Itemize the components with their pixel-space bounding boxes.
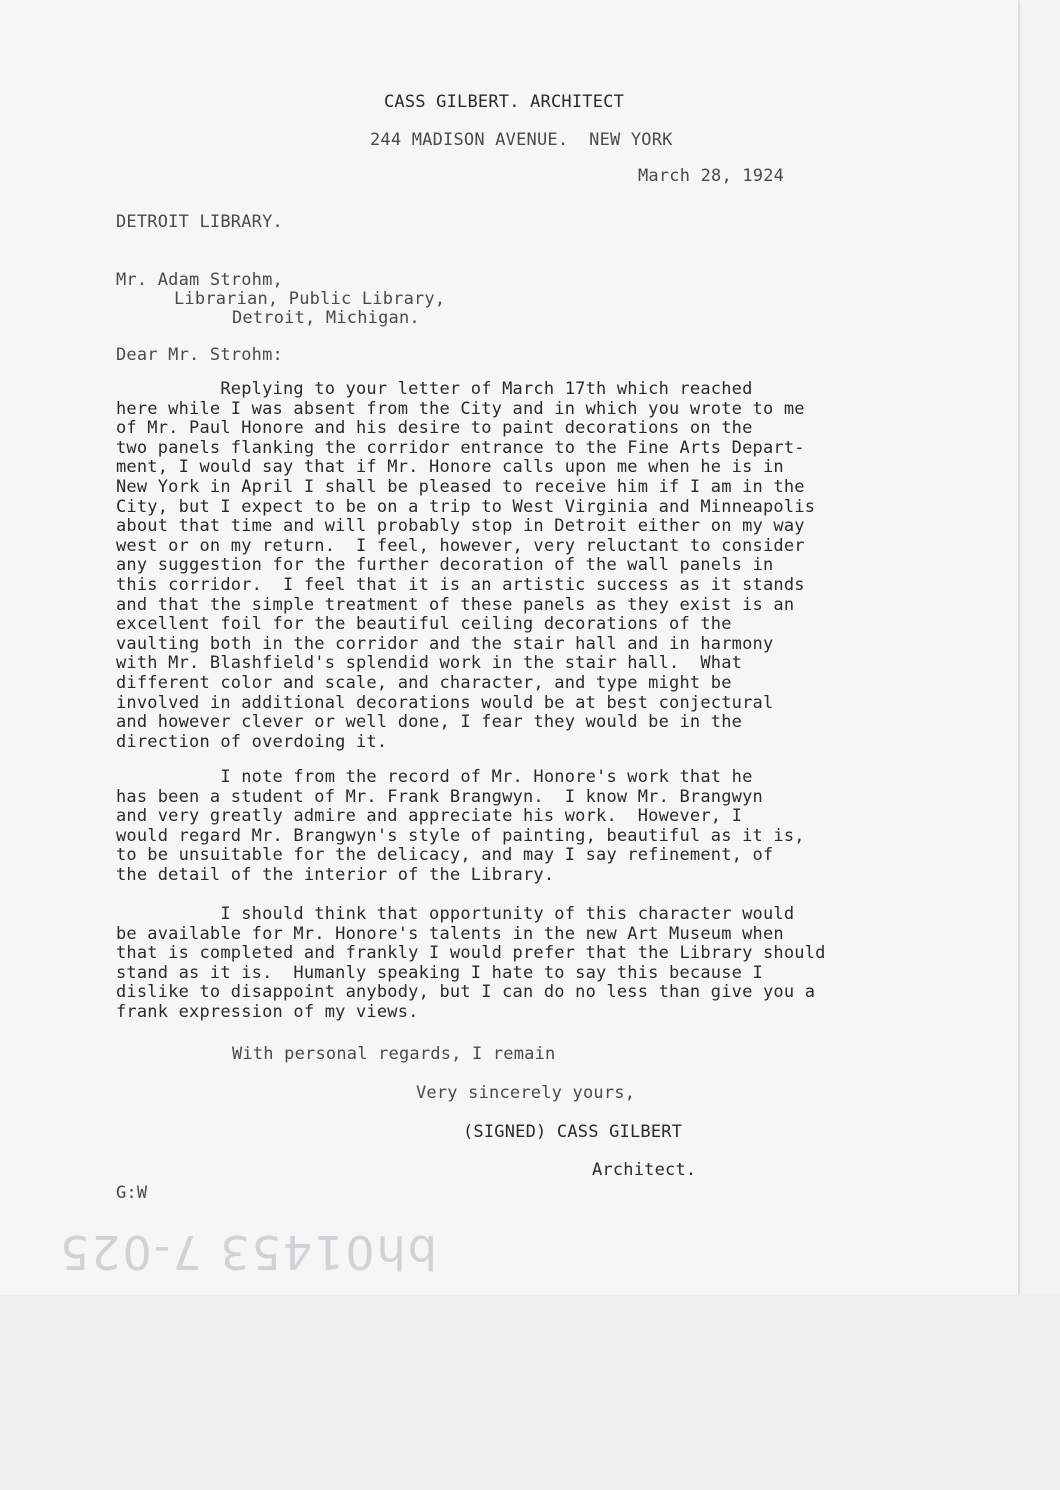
scan-background (0, 1295, 1060, 1490)
recipient-name: Mr. Adam Strohm, (116, 270, 283, 290)
letterhead-address: 244 MADISON AVENUE. NEW YORK (370, 130, 673, 150)
body-paragraph-3: I should think that opportunity of this character would be available for Mr. Honore's talents in the new Art Museum when that is completed and frankly I would prefer that the Library should stand as it is. Humanly speaking I hate to say this because I dislike to disappoint anybody, but I can do no less than give you a frank expression of my views. (116, 904, 826, 1022)
archive-pencil-mark: bh01453 7-025 (58, 1225, 437, 1279)
recipient-city: Detroit, Michigan. (232, 308, 420, 328)
signature: (SIGNED) CASS GILBERT (463, 1122, 683, 1142)
letter-subject: DETROIT LIBRARY. (116, 212, 283, 232)
typist-initials: G:W (116, 1183, 148, 1203)
signer-title: Architect. (592, 1160, 697, 1180)
body-paragraph-2: I note from the record of Mr. Honore's work that he has been a student of Mr. Frank Brangwyn. I know Mr. Brangwyn and very greatly admire and appreciate his work. However, I would regard Mr. Brangwyn's style of painting, beautiful as it is, to be unsuitable for the delicacy, and may I say refinement, of the detail of the interior of the Library. (116, 767, 805, 885)
closing-regards: With personal regards, I remain (232, 1044, 556, 1064)
body-paragraph-1: Replying to your letter of March 17th which reached here while I was absent from the City and in which you wrote to me of Mr. Paul Honore and his desire to paint decorations on the two panels flanking the corridor entrance to the Fine Arts Depart- ment, I would say that if Mr. Honore calls upon me when he is in New York in April I shall be pleased to receive him if I am in the City, but I expect to be on a trip to West Virginia and Minneapolis about that time and will probably stop in Detroit either on my way west or on my return. I feel, however, very reluctant to consider any suggestion for the further decoration of the wall panels in this corridor. I feel that it is an artistic success as it stands and that the simple treatment of these panels as they exist is an excellent foil for the beautiful ceiling decorations of the vaulting both in the corridor and the stair hall and in harmony with Mr. Blashfield's splendid work in the stair hall. What different color and scale, and character, and type might be involved in additional decorations would be at best conjectural and however clever or well done, I fear they would be in the direction of overdoing it. (116, 379, 816, 752)
salutation: Dear Mr. Strohm: (116, 345, 283, 365)
letterhead-firm: CASS GILBERT. ARCHITECT (384, 92, 625, 112)
valediction: Very sincerely yours, (416, 1083, 636, 1103)
recipient-title: Librarian, Public Library, (174, 289, 446, 309)
letter-date: March 28, 1924 (638, 166, 785, 186)
